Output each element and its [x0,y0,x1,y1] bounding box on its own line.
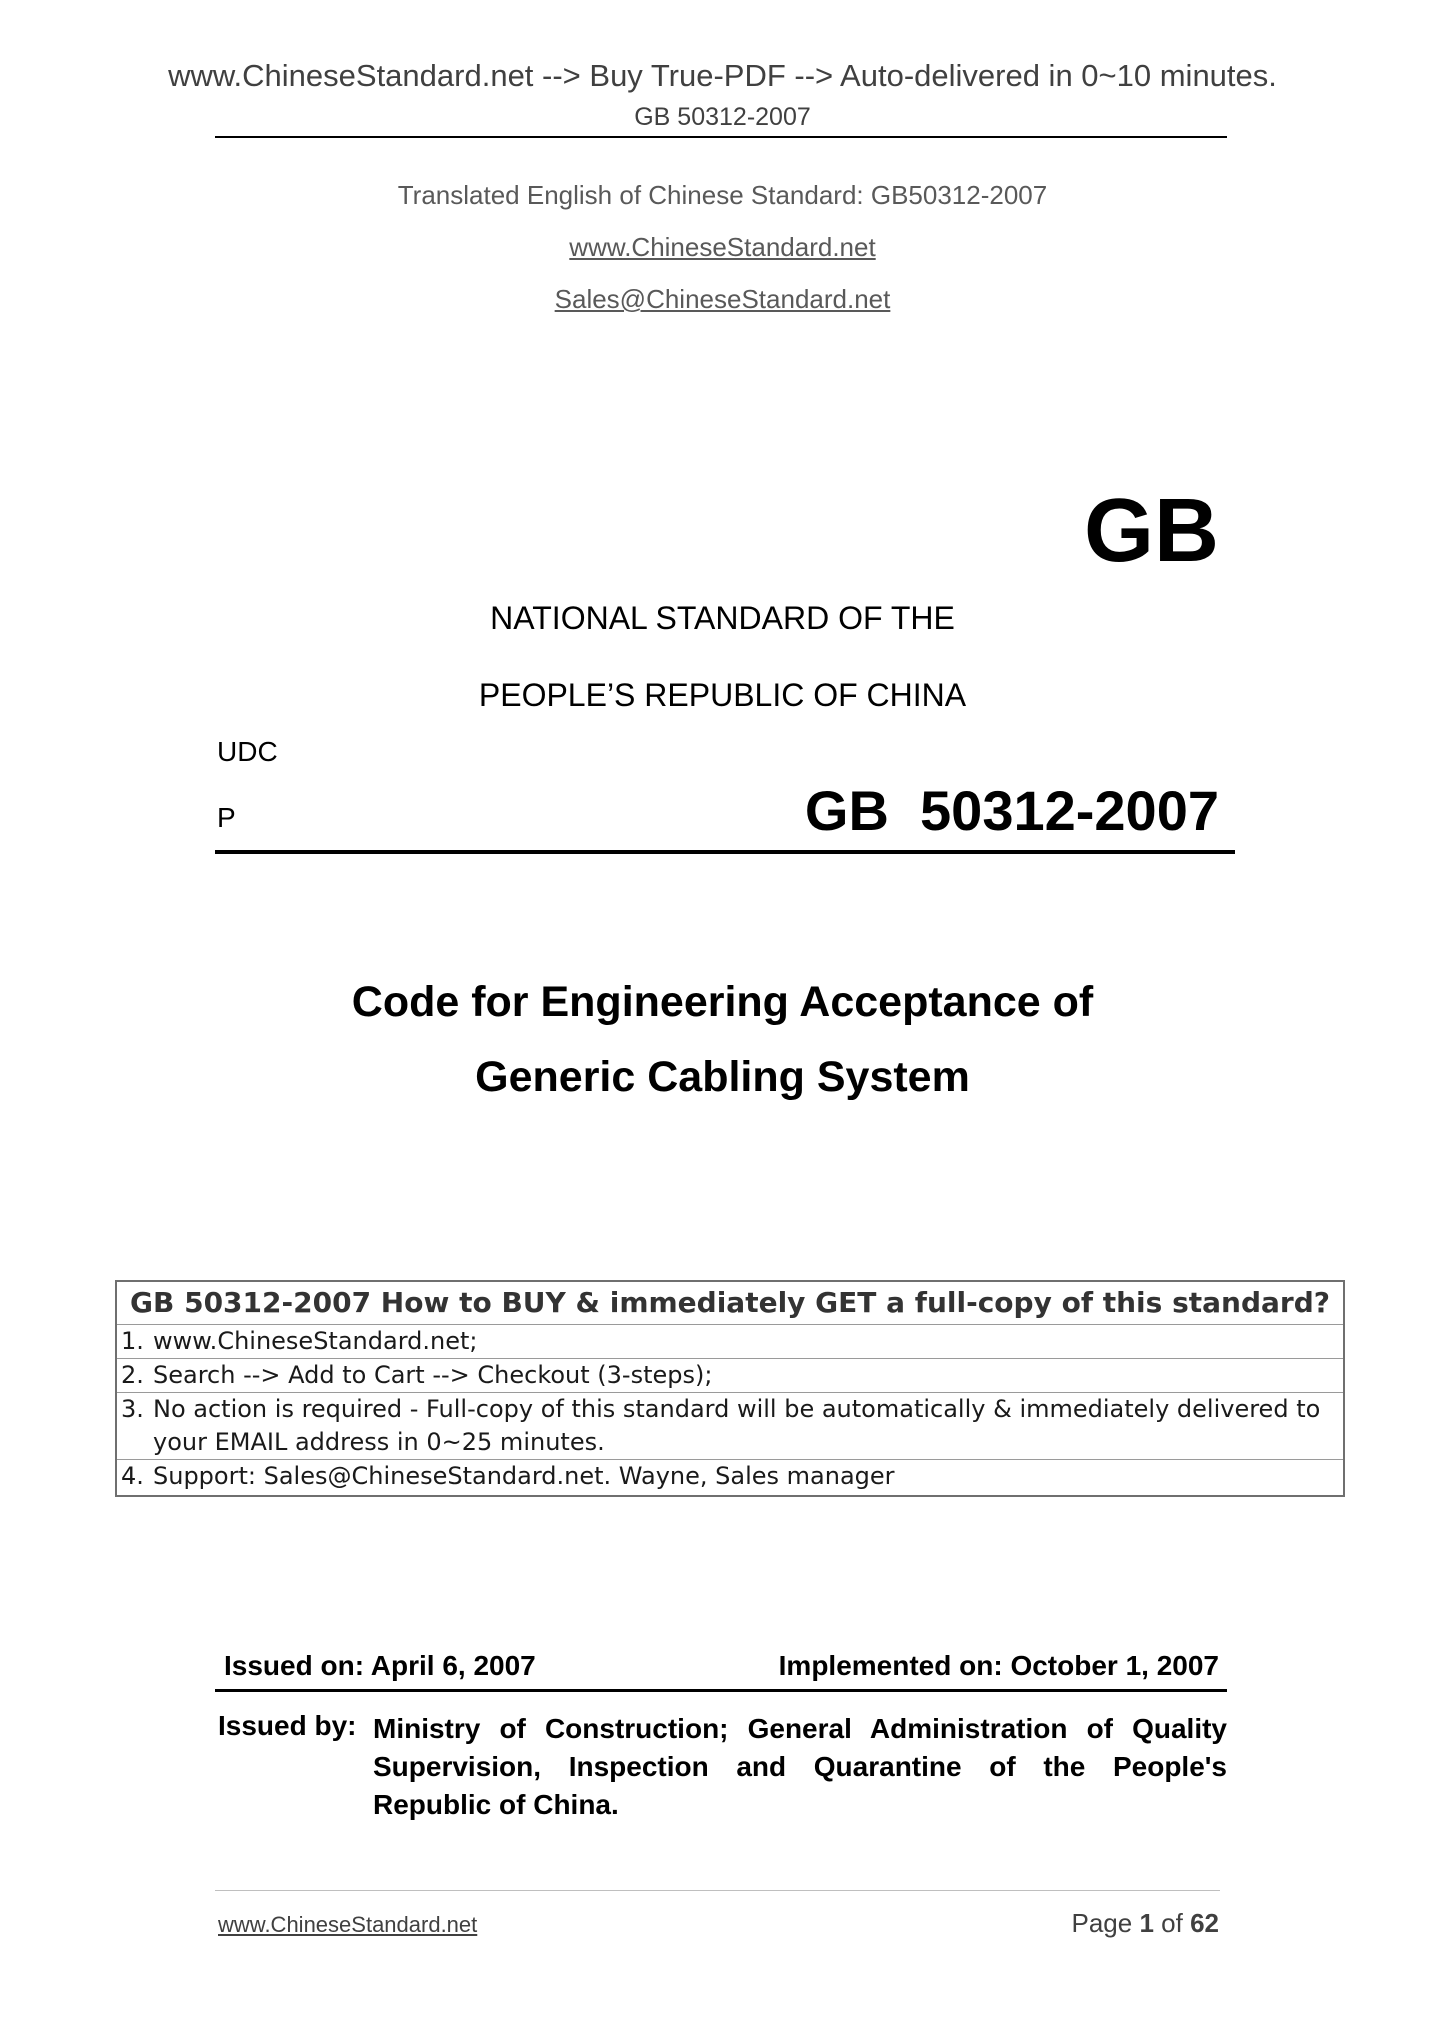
document-title-line1: Code for Engineering Acceptance of [351,978,1094,1026]
issued-on-date: Issued on: April 6, 2007 [224,1650,536,1681]
buy-instructions-box [115,1280,1345,1497]
page-current: 1 [1139,1908,1154,1938]
implemented-on-date: Implemented on: October 1, 2007 [778,1650,1219,1681]
page-number [1071,1908,1219,1939]
buy-step [117,1324,1343,1358]
top-banner: www.ChineseStandard.net --> Buy True-PDF --> Auto-delivered in 0~10 minutes. [168,58,1277,93]
national-standard-line1: NATIONAL STANDARD OF THE [490,600,955,636]
buy-box-heading: GB 50312-2007 How to BUY & immediately GET a full-copy of this standard? [130,1286,1330,1319]
step-text-continuation: your EMAIL address in 0~25 minutes. [153,1428,605,1456]
udc-label: UDC [217,736,278,767]
cover-divider [215,850,1235,854]
footer-divider [215,1890,1220,1891]
step-number: 2. [121,1361,144,1389]
footer-website-link[interactable]: www.ChineseStandard.net [218,1912,478,1937]
buy-step [117,1392,1343,1459]
standard-number: GB 50312-2007 [804,779,1219,842]
page-of: of [1161,1908,1183,1938]
step-text: No action is required - Full-copy of this standard will be automatically & immediately delivered to [153,1395,1321,1423]
national-standard-line2: PEOPLE’S REPUBLIC OF CHINA [478,677,967,713]
issue-divider [215,1689,1227,1692]
header-standard-code: GB 50312-2007 [634,103,811,131]
p-label: P [217,802,236,833]
buy-step [117,1459,1343,1493]
document-title-line2: Generic Cabling System [475,1053,970,1101]
page-prefix: Page [1071,1908,1133,1938]
translated-note: Translated English of Chinese Standard: GB50312-2007 [397,180,1048,210]
website-link[interactable]: www.ChineseStandard.net [569,232,876,262]
issued-by-text: Ministry of Construction; General Administration of Quality Supervision, Inspection and Quarantine of the People's Republic of China. [373,1713,1227,1820]
issued-by-label: Issued by: [218,1710,357,1741]
step-number: 4. [121,1462,144,1490]
step-number: 1. [121,1327,144,1355]
step-text: Support: Sales@ChineseStandard.net. Wayne, Sales manager [153,1462,895,1490]
step-number: 3. [121,1395,144,1423]
step-text: Search --> Add to Cart --> Checkout (3-steps); [153,1361,713,1389]
gb-logo: GB [1084,481,1219,581]
sales-email-link[interactable]: Sales@ChineseStandard.net [554,284,891,314]
buy-step [117,1358,1343,1392]
header-divider [215,136,1227,138]
step-text[interactable]: www.ChineseStandard.net; [153,1327,478,1355]
page-total: 62 [1190,1908,1219,1938]
